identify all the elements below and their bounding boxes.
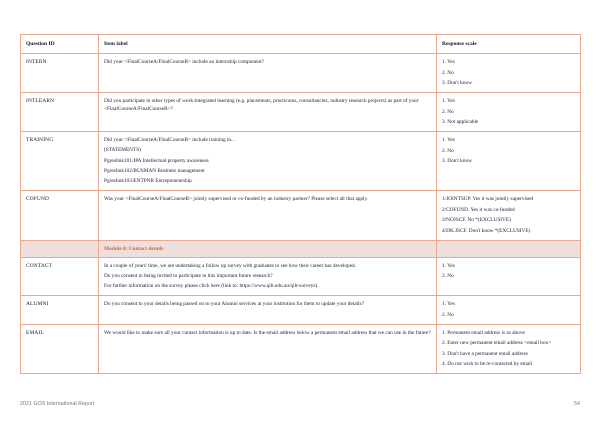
response-option: 2. No [442,147,454,154]
item-label-line: Was your <FinalCourseA/FinalCourseB> jointly supervised or co-funded by an industry partner? Please select all that apply. [104,196,369,203]
table-row [21,296,581,324]
response-option: 1. Yes [442,301,455,308]
table-row [21,257,581,296]
response-scale [437,257,581,296]
item-label-line: In a couple of years' time, we are undertaking a follow up survey with graduates to see how their career has developed. [104,262,357,269]
item-label [99,191,437,240]
item-label [99,296,437,324]
table-row [21,132,581,191]
item-label-line: Pgreslink101/IPA Intellectual property awareness [104,157,209,164]
item-label-line: Did your <FinalCourseA/FinalCourseB> include training in... [104,137,236,144]
item-label-line: Do you consent to being invited to participate in this important future research? [104,272,273,279]
question-id: INTLEARN [21,93,99,132]
item-label-line: Pgreslink102/BUSMAN Business management [104,167,205,174]
table-header-row [21,35,581,54]
response-option: 2. No [442,311,454,318]
column-header-response-scale: Response scale [437,35,581,54]
response-option: 2. No [442,69,454,76]
response-scale [437,191,581,240]
item-label [99,93,437,132]
response-option: 4. Do not wish to be re-contacted by email [442,361,533,368]
response-option: 2. Enter new permanent email address <email box> [442,340,552,347]
item-label [99,324,437,373]
item-label-line: Pgreslink103/ENTPNR Entrepreneurship [104,178,192,185]
item-label-line: Do you consent to your details being passed on to your Alumni services at your institution for them to update your details? [104,301,364,308]
footer-page-number: 54 [574,401,580,407]
table-header [21,35,581,54]
response-scale [437,296,581,324]
question-id: COFUND [21,191,99,240]
question-table [20,34,581,374]
response-scale [437,93,581,132]
response-option: 1/JOINTSUP. Yes it was jointly supervised [442,196,534,203]
response-option: 1. Yes [442,262,455,269]
column-header-question-id: Question ID [21,35,99,54]
question-id: EMAIL [21,324,99,373]
item-label-line: Did your <FinalCourseA/FinalCourseB> include an internship component? [104,59,264,66]
response-scale [437,324,581,373]
item-label [99,132,437,191]
item-label-line: (STATEMENTS) [104,147,141,154]
response-option: 4/DK.JSCF. Don't know *(EXCLUSIVE) [442,227,531,234]
response-option: 1. Yes [442,137,455,144]
response-scale [437,54,581,93]
response-option: 3. Don't know [442,158,472,165]
table-row [21,93,581,132]
question-id: ALUMNI [21,296,99,324]
question-id: INTERN [21,54,99,93]
item-label [99,257,437,296]
item-label-line: For further information on the survey please click here (link to: https://www.qilt.edu.au/qilt-surveys). [104,283,319,290]
response-option: 3. Not applicable [442,119,479,126]
table-body [21,54,581,374]
response-option: 3. Don't know [442,80,472,87]
item-label [99,54,437,93]
footer-document-title: 2021 GOS International Report [20,401,95,407]
response-option: 1. Yes [442,98,455,105]
page-footer [20,398,580,410]
question-id: TRAINING [21,132,99,191]
table-row [21,324,581,373]
item-label-line: Did you participate in other types of work-integrated learning (e.g. placements, practicums, consultancies, industry research projects) as part of your <FinalCourseA/FinalCourseB>? [104,98,419,113]
response-scale [437,132,581,191]
section-header-spacer-right [437,240,581,257]
response-option: 2. No [442,108,454,115]
response-option: 2. No [442,273,454,280]
response-option: 3. Don't have a permanent email address [442,350,528,357]
item-label-line: We would like to make sure all your contact information is up to date. Is the email address below a permanent email address that we can use in the future? [104,329,431,336]
section-header-row [21,240,581,257]
section-title: Module 0: Contact details [99,240,437,257]
response-option: 3/NOJSCF. No *(EXCLUSIVE) [442,217,511,224]
section-header-spacer [21,240,99,257]
response-option: 1. Yes [442,59,455,66]
table-row [21,191,581,240]
column-header-item-label: Item label [99,35,437,54]
table-row [21,54,581,93]
response-option: 2/COFUND. Yes it was co-funded [442,206,515,213]
question-id: CONTACT [21,257,99,296]
response-option: 1. Permanent email address is as above [442,329,525,336]
